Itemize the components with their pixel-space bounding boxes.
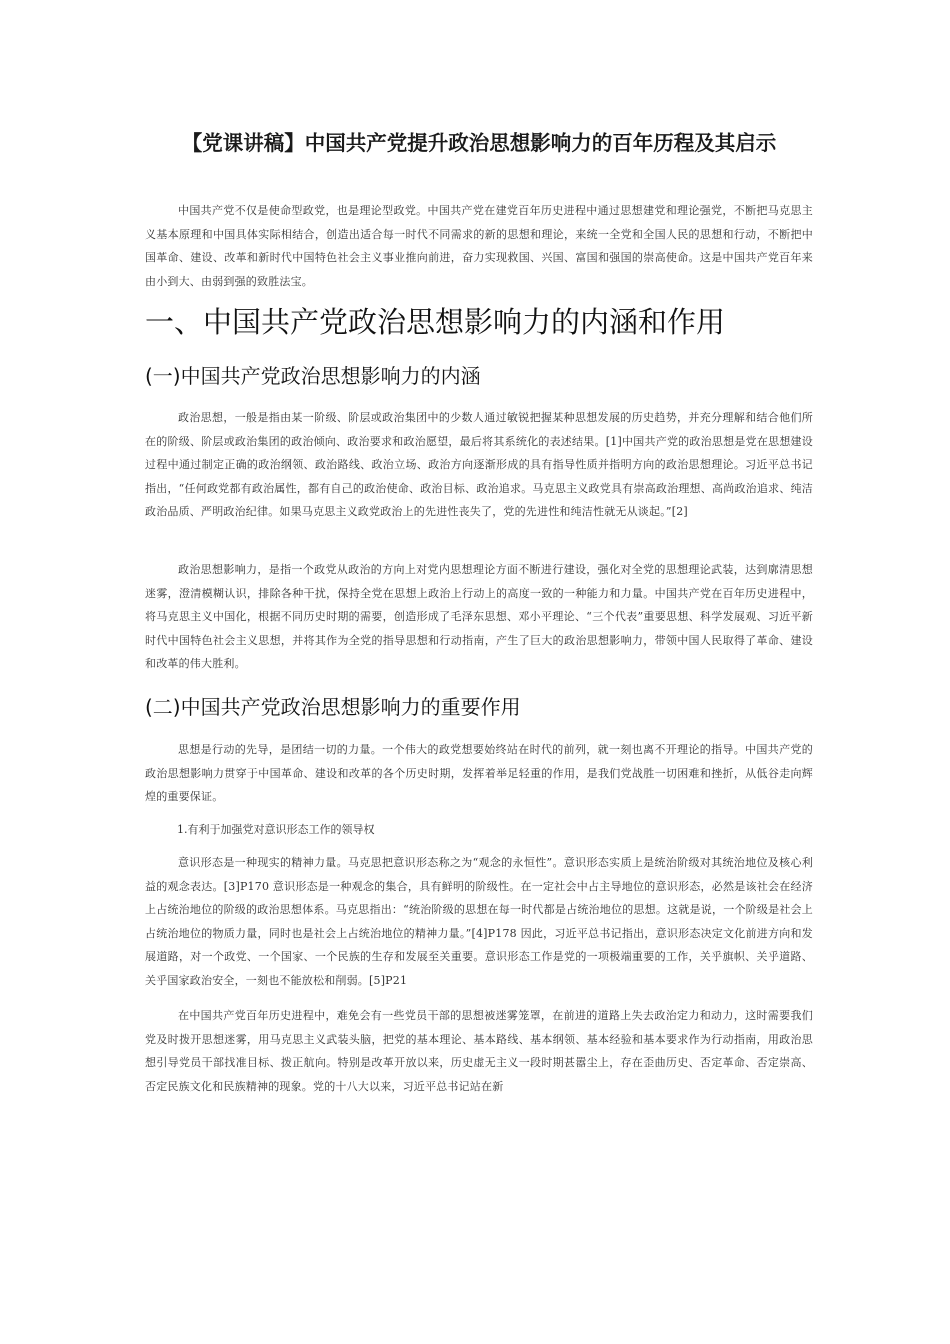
paragraph-political-influence: 政治思想影响力，是指一个政党从政治的方向上对党内思想理论方面不断进行建设，强化对全党的思想理论武装，达到廓清思想迷雾，澄清模糊认识，排除各种干扰，保持全党在思想上政治上行动上的高度一致的一种能力和力量。中国共产党在百年历史进程中，将马克思主义中国化，根据不同历史时期的需要，创造形成了毛泽东思想、邓小平理论、“三个代表”重要思想、科学发展观、习近平新时代中国特色社会主义思想，并将其作为全党的指导思想和行动指南，产生了巨大的政治思想影响力，带领中国人民取得了革命、建设和改革的伟大胜利。: [145, 563, 813, 670]
point-heading-ideology: 1.有利于加强党对意识形态工作的领导权: [177, 823, 375, 836]
subsection-heading-importance: (二)中国共产党政治思想影响力的重要作用: [145, 695, 521, 719]
paragraph-history: 在中国共产党百年历史进程中，难免会有一些党员干部的思想被迷雾笼罩，在前进的道路上失去政治定力和动力，这时需要我们党及时拨开思想迷雾，用马克思主义武装头脑，把党的基本理论、基本路线、基本纲领、基本经验和基本要求作为行动指南，用政治思想引导党员干部找准目标、拨正航向。特别是改革开放以来，历史虚无主义一段时期甚嚣尘上，存在歪曲历史、否定革命、否定崇高、否定民族文化和民族精神的现象。党的十八大以来，习近平总书记站在新: [145, 1009, 813, 1093]
paragraph-thought-guide: 思想是行动的先导，是团结一切的力量。一个伟大的政党想要始终站在时代的前列，就一刻也离不开理论的指导。中国共产党的政治思想影响力贯穿于中国革命、建设和改革的各个历史时期，发挥着举足轻重的作用，是我们党战胜一切困难和挫折，从低谷走向辉煌的重要保证。: [145, 743, 813, 803]
intro-paragraph: 中国共产党不仅是使命型政党，也是理论型政党。中国共产党在建党百年历史进程中通过思想建党和理论强党，不断把马克思主义基本原理和中国具体实际相结合，创造出适合每一时代不同需求的新的思想和理论，来统一全党和全国人民的思想和行动，不断把中国革命、建设、改革和新时代中国特色社会主义事业推向前进，奋力实现救国、兴国、富国和强国的崇高使命。这是中国共产党百年来由小到大、由弱到强的致胜法宝。: [145, 204, 813, 288]
subsection-heading-connotation: (一)中国共产党政治思想影响力的内涵: [145, 364, 481, 388]
section-heading: 一、中国共产党政治思想影响力的内涵和作用: [145, 305, 726, 339]
paragraph-ideology: 意识形态是一种现实的精神力量。马克思把意识形态称之为“观念的永恒性”。意识形态实质上是统治阶级对其统治地位及核心利益的观念表达。[3]P170 意识形态是一种观念的集合，具有鲜明的阶级性。在一定社会中占主导地位的意识形态，必然是该社会在经济上占统治地位的阶级的政治思想体系。马克思指出：“统治阶级的思想在每一时代都是占统治地位的思想。这就是说，一个阶级是社会上占统治地位的物质力量，同时也是社会上占统治地位的精神力量。”[4]P178 因此，习近平总书记指出，意识形态决定文化前进方向和发展道路，对一个政党、一个国家、一个民族的生存和发展至关重要。意识形态工作是党的一项极端重要的工作，关乎旗帜、关乎道路、关乎国家政治安全，一刻也不能放松和削弱。[5]P21: [145, 856, 813, 987]
document-title: 【党课讲稿】中国共产党提升政治思想影响力的百年历程及其启示: [181, 131, 777, 155]
paragraph-political-thought: 政治思想，一般是指由某一阶级、阶层或政治集团中的少数人通过敏锐把握某种思想发展的历史趋势，并充分理解和结合他们所在的阶级、阶层或政治集团的政治倾向、政治要求和政治愿望，最后将其系统化的表述结果。[1]中国共产党的政治思想是党在思想建设过程中通过制定正确的政治纲领、政治路线、政治立场、政治方向逐渐形成的具有指导性质并指明方向的政治思想理论。习近平总书记指出，“任何政党都有政治属性，都有自己的政治使命、政治目标、政治追求。马克思主义政党具有崇高政治理想、高尚政治追求、纯洁政治品质、严明政治纪律。如果马克思主义政党政治上的先进性丧失了，党的先进性和纯洁性就无从谈起。”[2]: [145, 411, 813, 518]
